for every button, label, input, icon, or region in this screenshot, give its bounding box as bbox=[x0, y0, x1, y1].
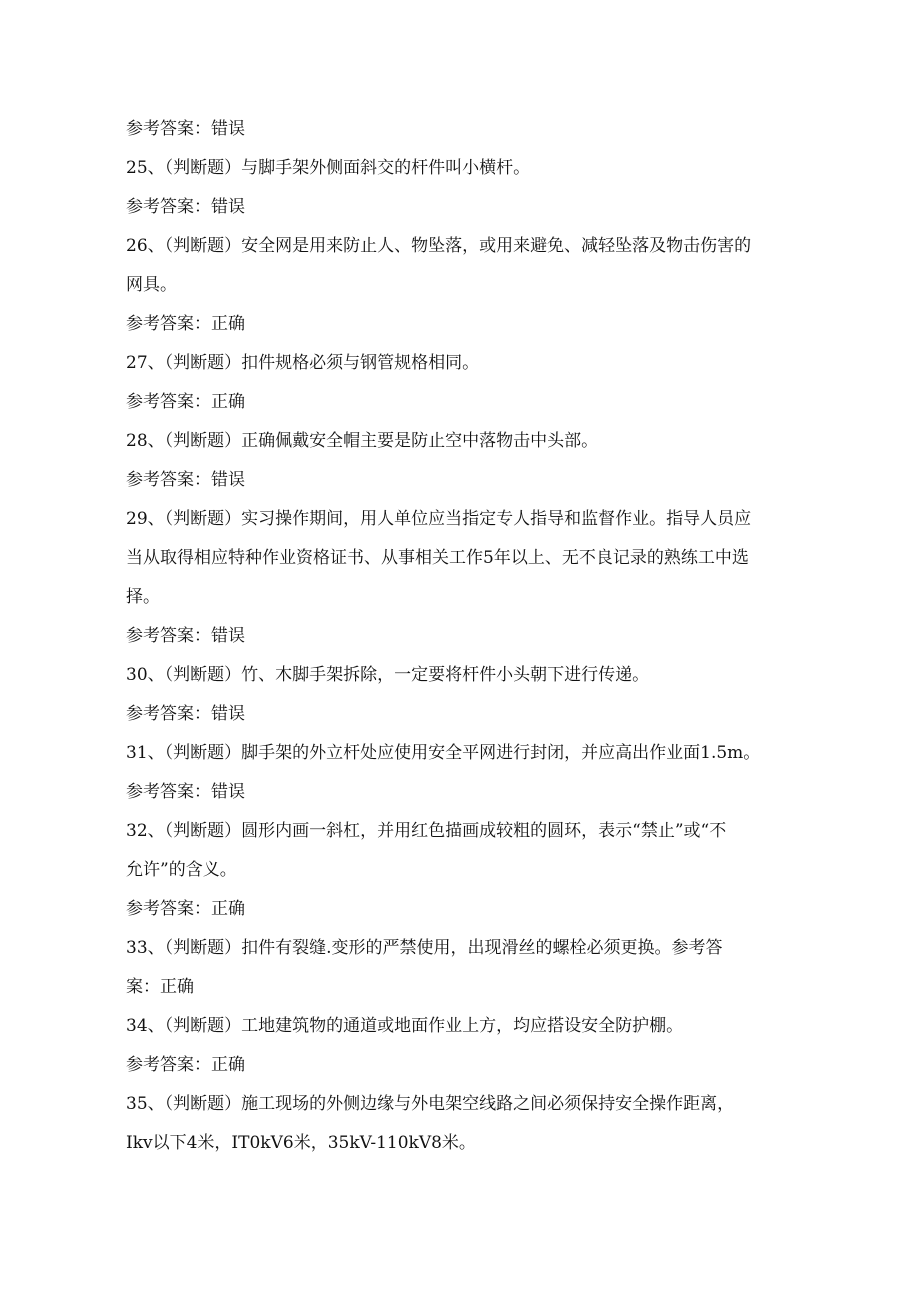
question-line: 当从取得相应特种作业资格证书、从事相关工作5年以上、无不良记录的熟练工中选 bbox=[126, 548, 749, 568]
question-line: 28、（判断题）正确佩戴安全帽主要是防止空中落物击中头部。 bbox=[126, 431, 599, 451]
answer-line: 参考答案：错误 bbox=[126, 704, 245, 724]
question-line: 29、（判断题）实习操作期间，用人单位应当指定专人指导和监督作业。指导人员应 bbox=[126, 509, 752, 529]
answer-line: 参考答案：错误 bbox=[126, 782, 245, 802]
answer-line: 参考答案：正确 bbox=[126, 392, 245, 412]
answer-line: 参考答案：错误 bbox=[126, 197, 245, 217]
answer-line: 参考答案：正确 bbox=[126, 1055, 245, 1075]
answer-line: 参考答案：正确 bbox=[126, 314, 245, 334]
answer-line: 案：正确 bbox=[126, 977, 194, 997]
question-line: 33、（判断题）扣件有裂缝.变形的严禁使用，出现滑丝的螺栓必须更换。参考答 bbox=[126, 938, 723, 958]
question-line: 35、（判断题）施工现场的外侧边缘与外电架空线路之间必须保持安全操作距离， bbox=[126, 1094, 735, 1114]
question-line: 网具。 bbox=[126, 275, 177, 295]
answer-line: 参考答案：错误 bbox=[126, 626, 245, 646]
question-line: 25、（判断题）与脚手架外侧面斜交的杆件叫小横杆。 bbox=[126, 158, 531, 178]
question-line: 34、（判断题）工地建筑物的通道或地面作业上方，均应搭设安全防护棚。 bbox=[126, 1016, 684, 1036]
question-line: 32、（判断题）圆形内画一斜杠，并用红色描画成较粗的圆环，表示“禁止”或“不 bbox=[126, 821, 727, 841]
answer-line: 参考答案：错误 bbox=[126, 119, 245, 139]
question-line: 31、（判断题）脚手架的外立杆处应使用安全平网进行封闭，并应高出作业面1.5m。 bbox=[126, 743, 761, 763]
answer-line: 参考答案：正确 bbox=[126, 899, 245, 919]
question-line: Ikv以下4米，IT0kV6米，35kV-110kV8米。 bbox=[126, 1133, 476, 1153]
question-line: 允许”的含义。 bbox=[126, 860, 237, 880]
answer-line: 参考答案：错误 bbox=[126, 470, 245, 490]
question-line: 择。 bbox=[126, 587, 160, 607]
question-line: 27、（判断题）扣件规格必须与钢管规格相同。 bbox=[126, 353, 480, 373]
question-line: 30、（判断题）竹、木脚手架拆除，一定要将杆件小头朝下进行传递。 bbox=[126, 665, 650, 685]
question-line: 26、（判断题）安全网是用来防止人、物坠落，或用来避免、减轻坠落及物击伤害的 bbox=[126, 236, 752, 256]
